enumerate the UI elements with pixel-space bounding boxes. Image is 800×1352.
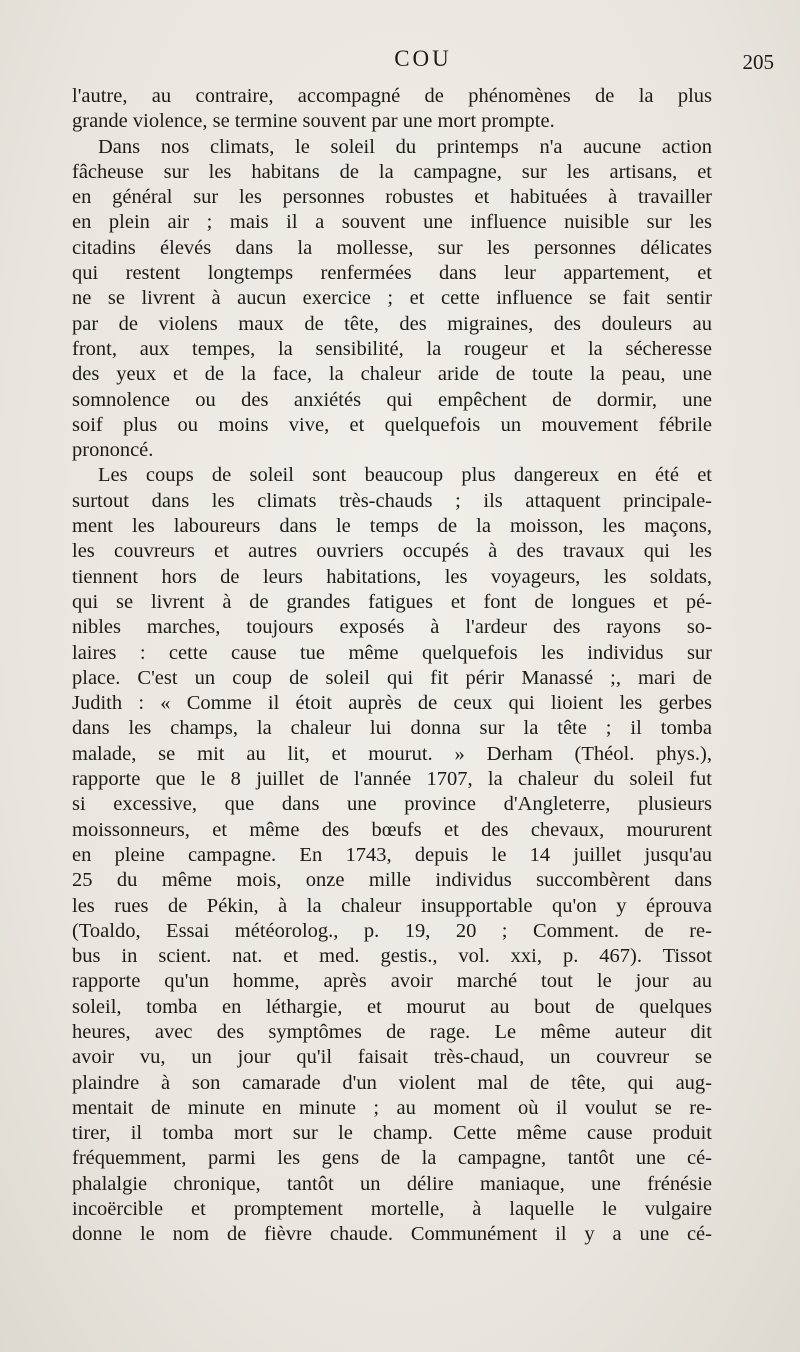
page-number: 205 bbox=[742, 50, 774, 74]
page-header bbox=[72, 46, 774, 80]
text-line: laires : cette cause tue même quelquefois les individus sur bbox=[72, 641, 712, 664]
text-line: les rues de Pékin, à la chaleur insupportable qu'on y éprouva bbox=[72, 894, 712, 917]
text-line: en pleine campagne. En 1743, depuis le 14 juillet jusqu'au bbox=[72, 843, 712, 866]
text-line: nibles marches, toujours exposés à l'ardeur des rayons so- bbox=[72, 616, 712, 639]
text-line: citadins élevés dans la mollesse, sur les personnes délicates bbox=[72, 236, 712, 259]
text-line: en général sur les personnes robustes et habituées à travailler bbox=[72, 186, 712, 209]
text-line: 25 du même mois, onze mille individus succombèrent dans bbox=[72, 869, 712, 892]
text-line: en plein air ; mais il a souvent une influence nuisible sur les bbox=[72, 211, 712, 234]
text-line: des yeux et de la face, la chaleur aride de toute la peau, une bbox=[72, 363, 712, 386]
text-line: moissonneurs, et même des bœufs et des chevaux, moururent bbox=[72, 818, 712, 841]
text-line: mentait de minute en minute ; au moment où il voulut se re- bbox=[72, 1096, 712, 1119]
text-line: plaindre à son camarade d'un violent mal de tête, qui aug- bbox=[72, 1071, 712, 1094]
text-line: par de violens maux de tête, des migraines, des douleurs au bbox=[72, 312, 712, 335]
text-line: si excessive, que dans une province d'Angleterre, plusieurs bbox=[72, 793, 712, 816]
text-line: prononcé. bbox=[72, 439, 154, 462]
text-line: qui restent longtemps renfermées dans leur appartement, et bbox=[72, 262, 712, 285]
text-line: tirer, il tomba mort sur le champ. Cette même cause produit bbox=[72, 1122, 712, 1145]
text-line: Dans nos climats, le soleil du printemps n'a aucune action bbox=[98, 135, 712, 158]
text-line: front, aux tempes, la sensibilité, la rougeur et la sécheresse bbox=[72, 337, 712, 360]
text-line: surtout dans les climats très-chauds ; ils attaquent principale- bbox=[72, 489, 712, 512]
text-line: rapporte qu'un homme, après avoir marché tout le jour au bbox=[72, 970, 712, 993]
text-line: grande violence, se termine souvent par une mort prompte. bbox=[72, 110, 555, 133]
text-line: avoir vu, un jour qu'il faisait très-chaud, un couvreur se bbox=[72, 1046, 712, 1069]
text-line: bus in scient. nat. et med. gestis., vol. xxi, p. 467). Tissot bbox=[72, 945, 712, 968]
text-line: incoërcible et promptement mortelle, à laquelle le vulgaire bbox=[72, 1198, 712, 1221]
text-line: fâcheuse sur les habitans de la campagne, sur les artisans, et bbox=[72, 160, 712, 183]
text-line: ne se livrent à aucun exercice ; et cette influence se fait sentir bbox=[72, 287, 712, 310]
text-line: malade, se mit au lit, et mourut. » Derham (Théol. phys.), bbox=[72, 742, 712, 765]
body-text bbox=[72, 84, 712, 1248]
text-line: rapporte que le 8 juillet de l'année 1707, la chaleur du soleil fut bbox=[72, 768, 712, 791]
text-line: l'autre, au contraire, accompagné de phénomènes de la plus bbox=[72, 85, 712, 107]
text-line: soif plus ou moins vive, et quelquefois un mouvement fébrile bbox=[72, 413, 712, 436]
text-line: somnolence ou des anxiétés qui empêchent de dormir, une bbox=[72, 388, 712, 411]
text-line: tiennent hors de leurs habitations, les voyageurs, les soldats, bbox=[72, 565, 712, 588]
text-line: dans les champs, la chaleur lui donna sur la tête ; il tomba bbox=[72, 717, 712, 740]
running-head: COU bbox=[394, 46, 452, 71]
text-line: Judith : « Comme il étoit auprès de ceux qui lioient les gerbes bbox=[72, 692, 712, 715]
text-line: les couvreurs et autres ouvriers occupés à des travaux qui les bbox=[72, 540, 712, 563]
text-line: ment les laboureurs dans le temps de la moisson, les maçons, bbox=[72, 515, 712, 538]
text-line: place. C'est un coup de soleil qui fit périr Manassé ;, mari de bbox=[72, 666, 712, 689]
text-line: phalalgie chronique, tantôt un délire maniaque, une frénésie bbox=[72, 1172, 712, 1195]
text-line: soleil, tomba en léthargie, et mourut au bout de quelques bbox=[72, 995, 712, 1018]
text-line: heures, avec des symptômes de rage. Le même auteur dit bbox=[72, 1020, 712, 1043]
text-line: (Toaldo, Essai météorolog., p. 19, 20 ; Comment. de re- bbox=[72, 919, 712, 942]
text-line: qui se livrent à de grandes fatigues et font de longues et pé- bbox=[72, 590, 712, 613]
text-line: donne le nom de fièvre chaude. Communément il y a une cé- bbox=[72, 1223, 712, 1246]
text-line: fréquemment, parmi les gens de la campagne, tantôt une cé- bbox=[72, 1147, 712, 1170]
text-line: Les coups de soleil sont beaucoup plus dangereux en été et bbox=[98, 464, 712, 487]
